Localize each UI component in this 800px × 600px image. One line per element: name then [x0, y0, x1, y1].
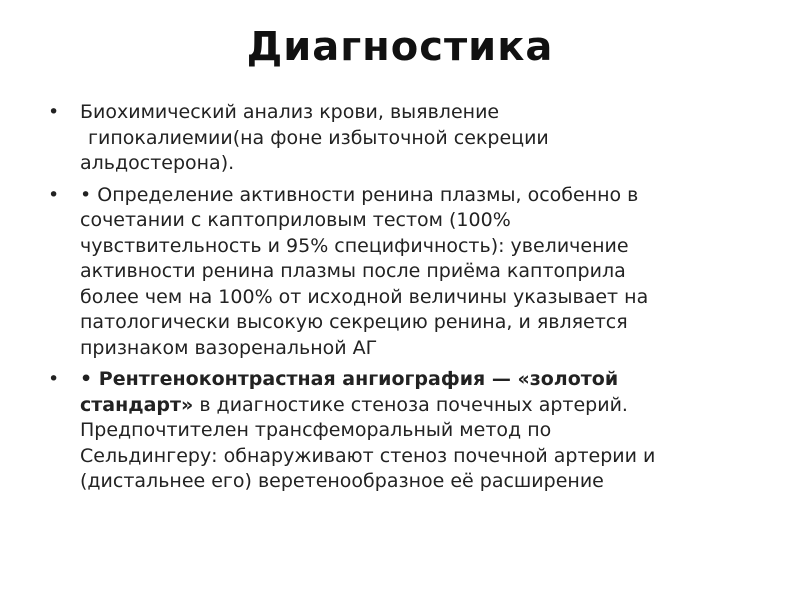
- inline-bullet-prefix: •: [80, 183, 98, 206]
- bullet-item-blood-analysis: [48, 100, 768, 177]
- bullet-marker: •: [48, 183, 60, 206]
- bullet-list: [48, 100, 768, 501]
- bullet-text-line: (дистальнее его) веретенообразное её расширение: [80, 470, 604, 492]
- bullet-text-line: Биохимический анализ крови, выявление: [80, 101, 500, 123]
- bullet-text-line: Определение активности ренина плазмы, особенно в: [97, 183, 639, 206]
- bullet-item-renin-activity: [48, 183, 768, 362]
- bold-term: стандарт»: [80, 393, 194, 416]
- slide-title: Диагностика: [246, 24, 554, 70]
- bullet-text-line: чувствительность и 95% специфичность): увеличение: [80, 234, 629, 257]
- bullet-text-line: в диагностике стеноза почечных артерий.: [193, 393, 628, 416]
- bullet-text-line: гипокалиемии(на фоне избыточной секреции: [88, 126, 549, 149]
- bullet-item-angiography: [48, 367, 768, 495]
- bullet-marker: •: [48, 101, 60, 123]
- bullet-text-line: альдостерона).: [80, 152, 235, 174]
- bullet-text-line: признаком вазоренальной АГ: [80, 336, 378, 359]
- bold-term: Рентгеноконтрастная ангиография — «золотой: [98, 368, 619, 390]
- bullet-text-line: Сельдингеру: обнаруживают стеноз почечной артерии и: [80, 444, 656, 467]
- bullet-marker: •: [48, 368, 60, 390]
- bullet-text-line: более чем на 100% от исходной величины указывает на: [80, 285, 649, 308]
- bullet-text-line: активности ренина плазмы после приёма каптоприла: [80, 260, 626, 282]
- bullet-text-line: Предпочтителен трансфеморальный метод по: [80, 419, 552, 441]
- inline-bullet-prefix: •: [80, 368, 99, 390]
- bullet-text-line: сочетании с каптоприловым тестом (100%: [80, 209, 511, 231]
- bullet-text-line: патологически высокую секрецию ренина, и является: [80, 311, 628, 333]
